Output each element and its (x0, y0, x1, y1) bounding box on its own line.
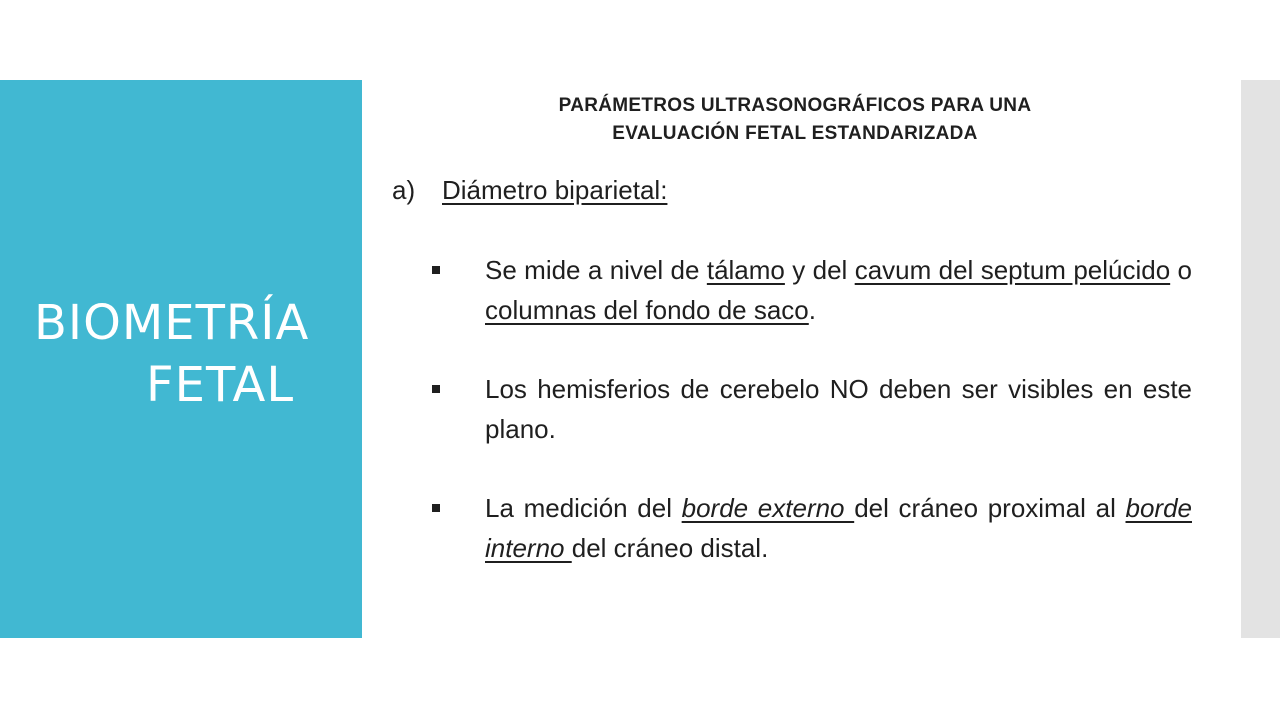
underlined-italic-term: borde externo (681, 493, 855, 523)
bullet-item (430, 250, 1192, 330)
underlined-term: tálamo (706, 255, 785, 285)
bullet-text: La medición del (485, 493, 682, 523)
square-bullet-icon (432, 385, 440, 393)
decorative-side-strip (1241, 80, 1280, 638)
bullet-text: o (1170, 255, 1192, 285)
bullet-text: y del (784, 255, 855, 285)
section-marker: a) (392, 175, 416, 205)
square-bullet-icon (432, 266, 440, 274)
bullet-text: del cráneo proximal al (854, 493, 1126, 523)
slide-title (0, 292, 362, 416)
bullet-item (430, 488, 1192, 568)
slide-title-line1: BIOMETRÍA (34, 295, 310, 351)
slide-title-line2: FETAL (146, 357, 295, 413)
bullet-item (430, 369, 1192, 449)
bullet-text: Se mide a nivel de (485, 255, 707, 285)
slide-heading-line1: PARÁMETROS ULTRASONOGRÁFICOS PARA UNA (558, 95, 1032, 116)
slide-heading (430, 92, 1160, 148)
bullet-list (430, 250, 1192, 607)
slide-heading-line2: EVALUACIÓN FETAL ESTANDARIZADA (612, 123, 978, 144)
bullet-text: del cráneo distal. (571, 533, 769, 563)
underlined-term: columnas del fondo de saco (485, 295, 809, 325)
square-bullet-icon (432, 504, 440, 512)
underlined-term: cavum del septum pelúcido (854, 255, 1171, 285)
section-title: Diámetro biparietal: (442, 175, 668, 205)
underlined-italic-term: borde interno (485, 493, 1192, 563)
bullet-text: Los hemisferios de cerebelo NO deben ser visibles en este plano. (485, 374, 1192, 444)
bullet-text: . (808, 295, 817, 325)
section-subheading (392, 170, 667, 210)
